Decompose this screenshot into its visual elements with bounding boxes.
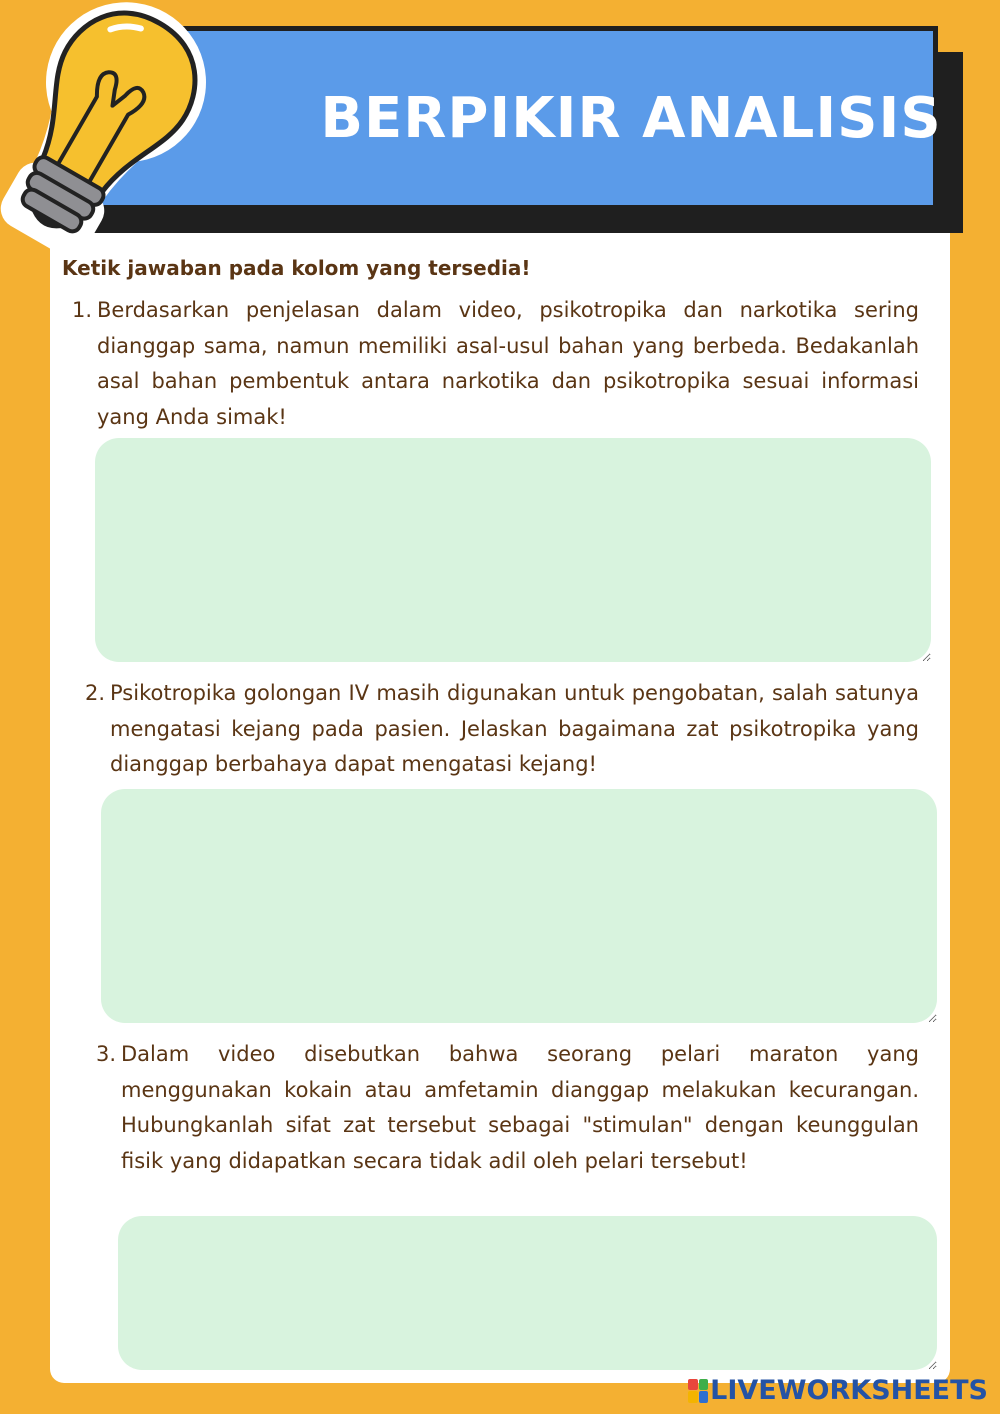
question-1 (72, 293, 919, 435)
question-2 (85, 676, 919, 783)
lightbulb-icon (0, 0, 210, 255)
answer-field-3[interactable] (118, 1216, 937, 1370)
question-number: 1. (72, 298, 93, 322)
instruction-text: Ketik jawaban pada kolom yang tersedia! (62, 256, 531, 280)
question-text: Psikotropika golongan IV masih digunakan untuk pengobatan, salah satunya mengatasi kejang pada pasien. Jelaskan bagaimana zat psikotropika yang dianggap berbahaya dapat mengatasi kejang! (110, 681, 919, 776)
liveworksheets-watermark (688, 1375, 988, 1406)
answer-field-2[interactable] (101, 789, 937, 1023)
question-3 (96, 1037, 919, 1179)
answer-field-1[interactable] (95, 438, 931, 662)
question-number: 2. (85, 681, 106, 705)
question-text: Berdasarkan penjelasan dalam video, psikotropika dan narkotika sering dianggap sama, namun memiliki asal-usul bahan yang berbeda. Bedakanlah asal bahan pembentuk antara narkotika dan psikotropika sesuai informasi yang Anda simak! (97, 298, 919, 429)
page-title: BERPIKIR ANALISIS (320, 85, 942, 151)
question-text: Dalam video disebutkan bahwa seorang pelari maraton yang menggunakan kokain atau amfetamin dianggap melakukan kecurangan. Hubungkanlah sifat zat tersebut sebagai "stimulan" dengan keunggulan fisik yang didapatkan secara tidak adil oleh pelari tersebut! (121, 1042, 919, 1173)
liveworksheets-logo-icon (688, 1379, 708, 1403)
watermark-text: LIVEWORKSHEETS (710, 1375, 988, 1406)
question-number: 3. (96, 1042, 117, 1066)
